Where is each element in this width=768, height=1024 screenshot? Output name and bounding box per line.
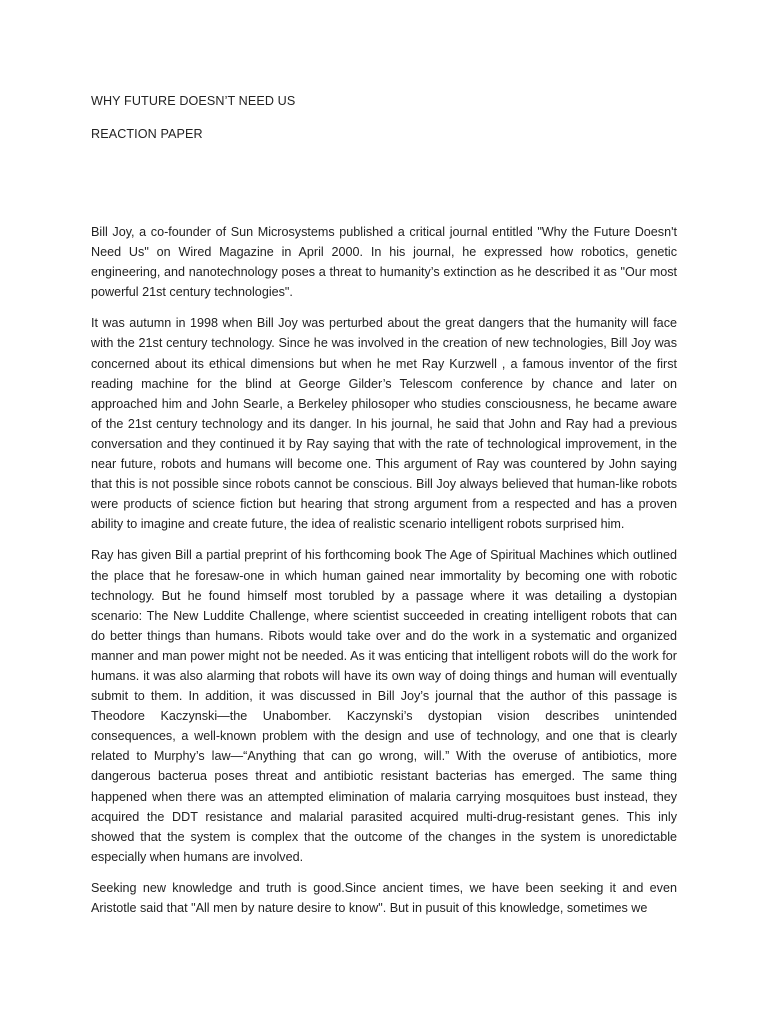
paragraph-2: It was autumn in 1998 when Bill Joy was perturbed about the great dangers that the humanity will face with the 21st century technology. Since he was involved in the creation of new technologies, Bill Joy was concerned about its ethical dimensions but when he met Ray Kurzwell , a famous inventor of the first reading machine for the blind at George Gilder’s Telescom conference by chance and later on approached him and John Searle, a Berkeley philosoper who studies consciousness, he became aware of the 21st century technology and its danger. In his journal, he said that John and Ray had a previous conversation and they continued it by Ray saying that with the rate of technological improvement, in the near future, robots and humans will become one. This argument of Ray was countered by John saying that this is not possible since robots cannot be conscious. Bill Joy always believed that human-like robots were products of science fiction but hearing that strong argument from a respected and has a proven ability to imagine and create future, the idea of realistic scenario intelligent robots surprised him. (91, 316, 677, 532)
paragraph-1: Bill Joy, a co-founder of Sun Microsystems published a critical journal entitled "Why the Future Doesn't Need Us" on Wired Magazine in April 2000. In his journal, he expressed how robotics, genetic engineering, and nanotechnology poses a threat to humanity’s extinction as he described it as "Our most powerful 21st century technologies". (91, 225, 677, 300)
document-subtitle: REACTION PAPER (91, 127, 203, 141)
document-title: WHY FUTURE DOESN’T NEED US (91, 94, 296, 108)
document-body (91, 222, 677, 929)
paragraph-3: Ray has given Bill a partial preprint of his forthcoming book The Age of Spiritual Machines which outlined the place that he foresaw-one in which human gained near immortality by becoming one with robotic technology. But he found himself most torubled by a passage where it was detailing a dystopian scenario: The New Luddite Challenge, where scientist succeeded in creating intelligent robots that can do better things than humans. Ribots would take over and do the work in a systematic and organized manner and man power might not be needed. As it was enticing that intelligent robots will do the work for humans. it was also alarming that robots will have its own way of doing things and human will eventually submit to them. In addition, it was discussed in Bill Joy’s journal that the author of this passage is Theodore Kaczynski—the Unabomber. Kaczynski’s dystopian vision describes unintended consequences, a well-known problem with the design and use of technology, and one that is clearly related to Murphy’s law—“Anything that can go wrong, will.” With the overuse of antibiotics, more dangerous bacterua poses threat and antibiotic resistant bacterias has emerged. The same thing happened when there was an attempted elimination of malaria carrying mosquitoes bust instead, they acquired the DDT resistance and malarial parasited acquired multi-drug-resistant genes. This inly showed that the system is complex that the outcome of the changes in the system is unoredictable especially when humans are involved. (91, 548, 677, 864)
paragraph-4: Seeking new knowledge and truth is good.Since ancient times, we have been seeking it and even Aristotle said that "All men by nature desire to know". But in pusuit of this knowledge, sometimes we (91, 880, 677, 915)
